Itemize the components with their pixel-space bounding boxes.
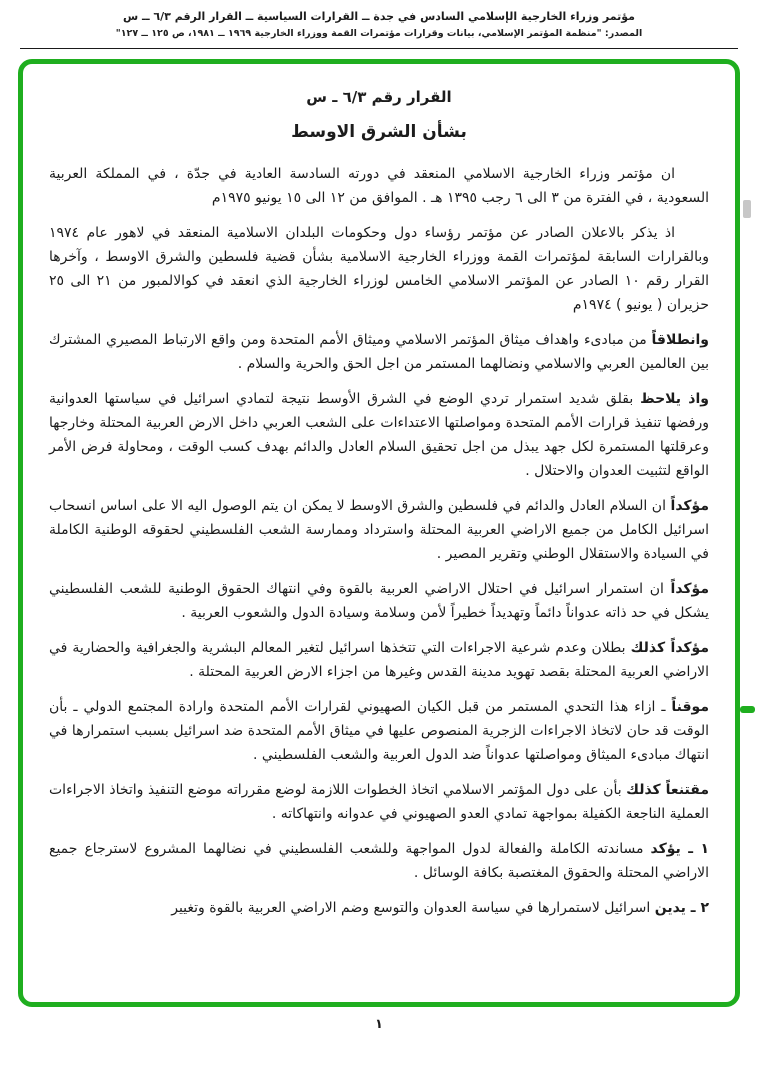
paragraph-affirming-2 <box>49 577 709 625</box>
scan-artifact-gray <box>743 200 751 218</box>
paragraph-text: بأن على دول المؤتمر الاسلامي اتخاذ الخطوات اللازمة لوضع مقرراته موضع التنفيذ واتخاذ الاجراءات العملية الناجعة الكفيلة بمواجهة تمادي العدو الصهيوني في عدوانه وانتهاكاته . <box>49 782 709 822</box>
paragraph-affirming-1 <box>49 494 709 566</box>
resolution-body <box>49 162 709 920</box>
paragraph-recall <box>49 221 709 317</box>
document-header <box>18 10 740 39</box>
paragraph-text: مساندته الكاملة والفعالة لدول المواجهة وللشعب الفلسطيني في نضالهما المشروع لاسترجاع جميع الاراضي المحتلة والحقوق المغتصبة بكافة الوسائل . <box>49 841 709 881</box>
paragraph-lead: وانطلاقاً <box>651 332 709 348</box>
paragraph-lead: مقتنعاً كذلك <box>626 782 709 798</box>
paragraph-text: ان السلام العادل والدائم في فلسطين والشرق الاوسط لا يمكن ان يتم الوصول اليه الا على اساس انسحاب اسرائيل الكامل من جميع الاراضي العربية المحتلة واسترداد وممارسة الشعب الفلسطيني لحقوقه الوطنية الكاملة في السيادة والاستقلال الوطني وتقرير المصير . <box>49 498 709 562</box>
header-line-2: المصدر: "منظمة المؤتمر الإسلامي، بيانات وقرارات مؤتمرات القمة ووزراء الخارجية ١٩٦٩ ــ ١٩٨١، ص ١٢٥ ــ ١٢٧" <box>115 28 643 39</box>
resolution-subtitle: بشأن الشرق الاوسط <box>291 122 467 142</box>
paragraph-lead: ٢ ـ يدين <box>654 900 709 916</box>
paragraph-text: ان استمرار اسرائيل في احتلال الاراضي العربية بالقوة وفي انتهاك الحقوق الوطنية للشعب الفلسطيني يشكل في حد ذاته عدواناً دائماً وتهديداً خطيراً لأمن وسلامة وسيادة الدول والشعوب العربية . <box>49 581 709 621</box>
paragraph-text: من مبادىء واهداف ميثاق المؤتمر الاسلامي وميثاق الأمم المتحدة ومن واقع الارتباط المصيري المشترك بين العالمين العربي والاسلامي ونضالهما المستمر من اجل الحق والحرية والسلام . <box>49 332 709 372</box>
header-divider <box>20 48 738 49</box>
scan-artifact-green <box>740 706 755 713</box>
paragraph-convinced-2 <box>49 778 709 826</box>
paragraph-convinced-1 <box>49 695 709 767</box>
paragraph-text: بقلق شديد استمرار تردي الوضع في الشرق الأوسط نتيجة لتمادي اسرائيل في سياستها العدوانية ورفضها تنفيذ قرارات الأمم المتحدة ومواصلتها الاعتداءات على الشعب العربي داخل الارض العربية المحتلة وخارجها وعرقلتها المستمرة لكل جهد يبذل من اجل تحقيق السلام العادل والدائم بهدف كسب الوقت ، ومحاولة فرض الأمر الواقع لتثبيت العدوان والاحتلال . <box>49 391 709 479</box>
paragraph-text: اسرائيل لاستمرارها في سياسة العدوان والتوسع وضم الاراضي العربية بالقوة وتغيير <box>171 900 655 916</box>
paragraph-text: ـ ازاء هذا التحدي المستمر من قبل الكيان الصهيوني لقرارات الأمم المتحدة وارادة المجتمع الدولي ـ بأن الوقت قد حان لاتخاذ الاجراءات الزجرية المنصوص عليها في ميثاق الأمم المتحدة ضد اسرائيل بسبب استمرارها في انتهاك مبادىء الميثاق ومواصلتها عدواناً ضد الدول العربية والشعب الفلسطيني . <box>49 699 709 763</box>
page-number: ١ <box>375 1017 383 1032</box>
resolution-title: القرار رقم ٦/٣ ـ س <box>306 88 452 106</box>
paragraph-lead: موقناً <box>671 699 709 715</box>
paragraph-lead: مؤكداً <box>670 581 709 597</box>
paragraph-item-1 <box>49 837 709 885</box>
paragraph-preamble <box>49 162 709 210</box>
paragraph-text: بطلان وعدم شرعية الاجراءات التي تتخذها اسرائيل لتغير المعالم البشرية والجغرافية والحضارية في الاراضي العربية المحتلة بقصد تهويد مدينة القدس وغيرها من اجزاء الارض العربية المحتلة . <box>49 640 709 680</box>
paragraph-item-2 <box>49 896 709 920</box>
paragraph-principles <box>49 328 709 376</box>
paragraph-text: اذ يذكر بالاعلان الصادر عن مؤتمر رؤساء دول وحكومات البلدان الاسلامية المنعقد في لاهور عام ١٩٧٤ وبالقرارات السابقة لمؤتمرات القمة ووزراء الخارجية الاسلامية بشأن قضية فلسطين والشرق الاوسط ، وآخرها القرار رقم ١٠ الصادر عن المؤتمر الاسلامي الخامس لوزراء الخارجية الذي انعقد في كوالالمبور من ٢١ الى ٢٥ حزيران ( يونيو ) ١٩٧٤م <box>49 225 709 313</box>
paragraph-affirming-3 <box>49 636 709 684</box>
paragraph-lead: واذ يلاحظ <box>640 391 709 407</box>
paragraph-lead: مؤكداً كذلك <box>630 640 709 656</box>
paragraph-noting <box>49 387 709 483</box>
paragraph-lead: مؤكداً <box>670 498 709 514</box>
green-frame <box>18 59 740 1007</box>
header-line-1: مؤتمر وزراء الخارجية الإسلامي السادس في جدة ــ القرارات السياسية ــ القرار الرقم ٦/٣ ــ س <box>123 10 635 23</box>
paragraph-text: ان مؤتمر وزراء الخارجية الاسلامي المنعقد في دورته السادسة العادية في جدّة ، في المملكة العربية السعودية ، في الفترة من ٣ الى ٦ رجب ١٣٩٥ هـ . الموافق من ١٢ الى ١٥ يونيو ١٩٧٥م <box>49 166 709 206</box>
paragraph-lead: ١ ـ يؤكد <box>650 841 709 857</box>
